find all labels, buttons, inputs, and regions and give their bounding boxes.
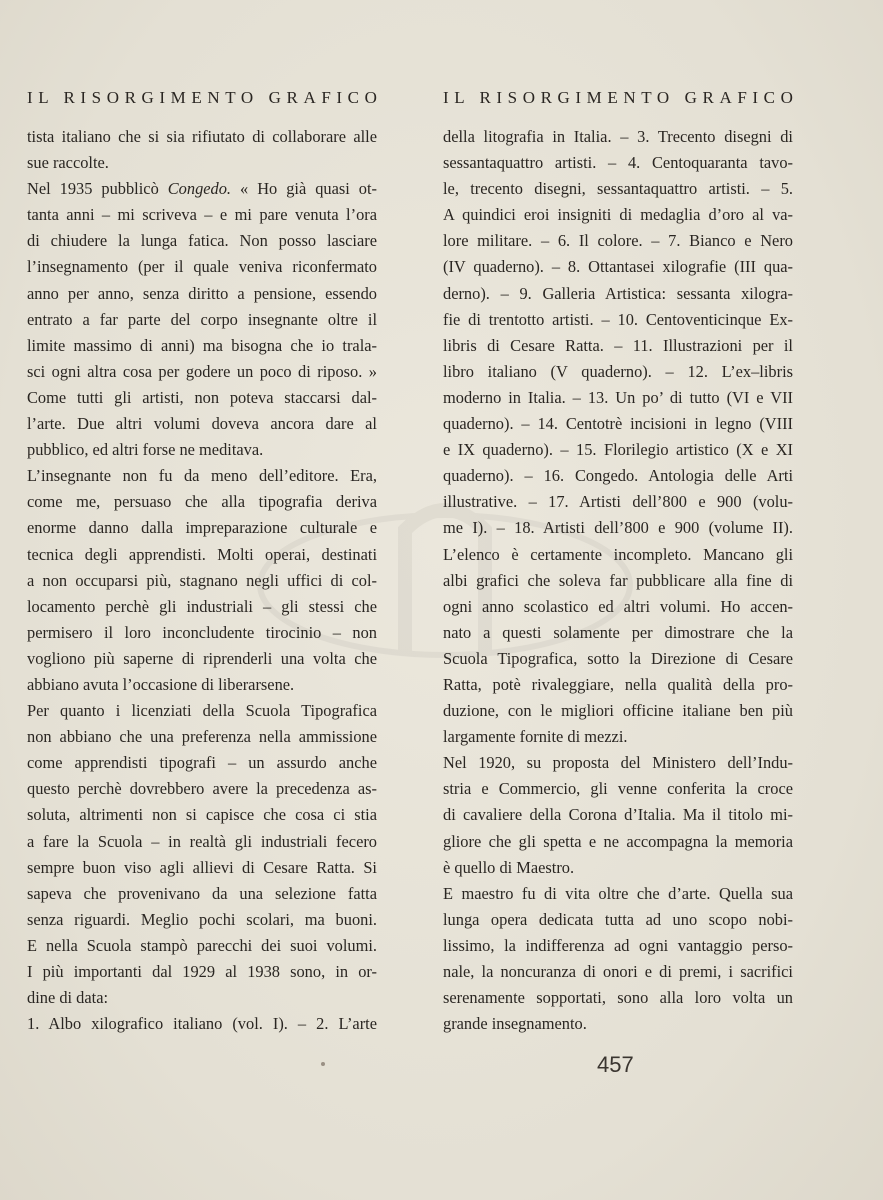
text-line: tanta anni – mi scriveva – e mi pare venuta l’ora (27, 205, 377, 225)
printer-dot (321, 1062, 325, 1066)
text-line: libro italiano (V quaderno). – 12. L’ex–libris (443, 361, 793, 381)
text-line: A quindici eroi insigniti di medaglia d’oro al va- (443, 205, 793, 225)
text-line: ogni anno scolastico ed altri volumi. Ho accen- (443, 596, 793, 616)
text-line: serenamente sopportati, sono alla loro volta un (443, 988, 793, 1008)
text-line: sci ogni altra cosa per godere un poco di riposo. » (27, 361, 377, 381)
text-line: limite massimo di anni) ma bisogna che io trala- (27, 335, 377, 355)
text-line: soluta, altrimenti non si capisce che cosa ci stia (27, 805, 377, 825)
running-head-right: IL RISORGIMENTO GRAFICO (443, 88, 799, 107)
text-line: della litografia in Italia. – 3. Trecento disegni di (443, 127, 793, 146)
text-line: anno per anno, senza diritto a pensione, essendo (27, 283, 377, 303)
text-line: permisero il loro inconcludente tirocinio – non (27, 622, 377, 642)
text-line: locamento perchè gli industriali – gli stessi che (27, 596, 377, 616)
text-line: L’insegnante non fu da meno dell’editore. Era, (27, 466, 377, 486)
text-line: Scuola Tipografica, sotto la Direzione di Cesare (443, 648, 793, 668)
text-line: come apprendisti tipografi – un assurdo anche (27, 753, 377, 773)
text-line: vogliono più saperne di riprenderli una volta che (27, 648, 377, 668)
text-line: grande insegnamento. (443, 1014, 587, 1034)
text-line: sue raccolte. (27, 153, 109, 173)
text-line: lore militare. – 6. Il colore. – 7. Bianco e Nero (443, 231, 793, 251)
text-line: E nella Scuola stampò parecchi dei suoi volumi. (27, 935, 377, 955)
text-line: senza riguardi. Meglio pochi scolari, ma buoni. (27, 909, 377, 929)
text-line: sessantaquattro artisti. – 4. Centoquaranta tavo- (443, 153, 793, 173)
text-line: Per quanto i licenziati della Scuola Tipografica (27, 701, 377, 721)
text-line: questo perchè dovrebbero avere la precedenza as- (27, 779, 377, 799)
text-line: E maestro fu di vita oltre che d’arte. Quella sua (443, 883, 793, 903)
text-line: di chiudere la lunga fatica. Non posso lasciare (27, 231, 377, 251)
text-line: I più importanti dal 1929 al 1938 sono, in or- (27, 962, 377, 981)
text-line: lunga opera dedicata tutta ad uno scopo nobi- (443, 909, 793, 929)
text-line: 1. Albo xilografico italiano (vol. I). – 2. L’arte (27, 1014, 377, 1034)
text-line: Come tutti gli artisti, non poteva staccarsi dal- (27, 387, 377, 407)
text-line: nale, la noncuranza di onori e di premi, i sacrifici (443, 962, 793, 981)
text-line: illustrative. – 17. Artisti dell’800 e 900 (volu- (443, 492, 793, 512)
text-line: largamente fornite di mezzi. (443, 727, 628, 747)
left-body-text (27, 124, 377, 1037)
text-line: albi grafici che soleva far pubblicare alla fine di (443, 570, 793, 590)
text-line: pubblico, ed altri forse ne meditava. (27, 440, 264, 460)
text-line: Ratta, potè rivaleggiare, nella qualità della pro- (443, 674, 793, 694)
text-line: (IV quaderno). – 8. Ottantasei xilografie (III qua- (443, 257, 793, 277)
text-line: me I). – 18. Artisti dell’800 e 900 (volume II). (443, 518, 793, 538)
text-line: e IX quaderno). – 15. Florilegio artistico (X e XI (443, 440, 793, 460)
right-body-text (443, 124, 793, 1037)
text-line: abbiano avuta l’occasione di liberarsene. (27, 674, 295, 694)
text-line: gliore che gli spetta e ne accompagna la memoria (443, 831, 793, 851)
text-line: l’arte. Due altri volumi doveva ancora dare al (27, 414, 377, 434)
text-line: duzione, con le migliori officine italiane ben più (443, 701, 793, 721)
text-line: quaderno). – 16. Congedo. Antologia delle Arti (443, 466, 793, 486)
page-number: 457 (597, 1052, 634, 1077)
text-line: fie di trentotto artisti. – 10. Centoventicinque Ex- (443, 309, 793, 329)
text-line: libris di Cesare Ratta. – 11. Illustrazioni per il (443, 335, 793, 355)
text-line: sempre buon viso agli allievi di Cesare Ratta. Si (27, 857, 377, 877)
text-line: Nel 1920, su proposta del Ministero dell’Indu- (443, 753, 793, 773)
text-line: nato a questi solamente per dimostrare che la (443, 622, 793, 642)
text-line: dine di data: (27, 988, 109, 1008)
text-line: è quello di Maestro. (443, 857, 575, 877)
text-line: enorme danno dalla impreparazione culturale e (27, 518, 377, 538)
text-line: le, trecento disegni, sessantaquattro artisti. – 5. (443, 179, 793, 199)
text-line: quaderno). – 14. Centotrè incisioni in legno (VIII (443, 414, 793, 434)
running-head-left: IL RISORGIMENTO GRAFICO (27, 88, 383, 107)
text-line: come me, persuaso che alla tipografia deriva (27, 492, 377, 512)
text-line: derno). – 9. Galleria Artistica: sessanta xilogra- (443, 283, 793, 303)
text-line: a non occuparsi più, stagnano negli uffici di col- (27, 570, 377, 590)
text-line: di cavaliere della Corona d’Italia. Ma il titolo mi- (443, 805, 793, 825)
text-line: lissimo, la indifferenza ad ogni vantaggio perso- (443, 935, 793, 955)
italic-title: Congedo. (167, 179, 232, 199)
text-line: moderno in Italia. – 13. Un po’ di tutto (VI e VII (443, 387, 793, 407)
text-line: L’elenco è certamente incompleto. Mancano gli (443, 544, 793, 564)
text-line: entrato a far parte del corpo insegnante oltre il (27, 309, 377, 329)
text-line: tecnica degli apprendisti. Molti operai, destinati (27, 544, 377, 564)
text-line: non abbiano che una preferenza nella ammissione (27, 727, 377, 747)
text-line: a fare la Scuola – in realtà gli industriali fecero (27, 831, 377, 851)
text-line: tista italiano che si sia rifiutato di collaborare alle (27, 127, 377, 146)
text-line: stria e Commercio, gli venne conferita la croce (443, 779, 793, 799)
text-line: Nel 1935 pubblicò Congedo. « Ho già quasi ot- (27, 179, 377, 199)
text-line: sapeva che provenivano da una selezione fatta (27, 883, 377, 903)
text-line: l’insegnamento (per il quale veniva riconfermato (27, 257, 377, 277)
